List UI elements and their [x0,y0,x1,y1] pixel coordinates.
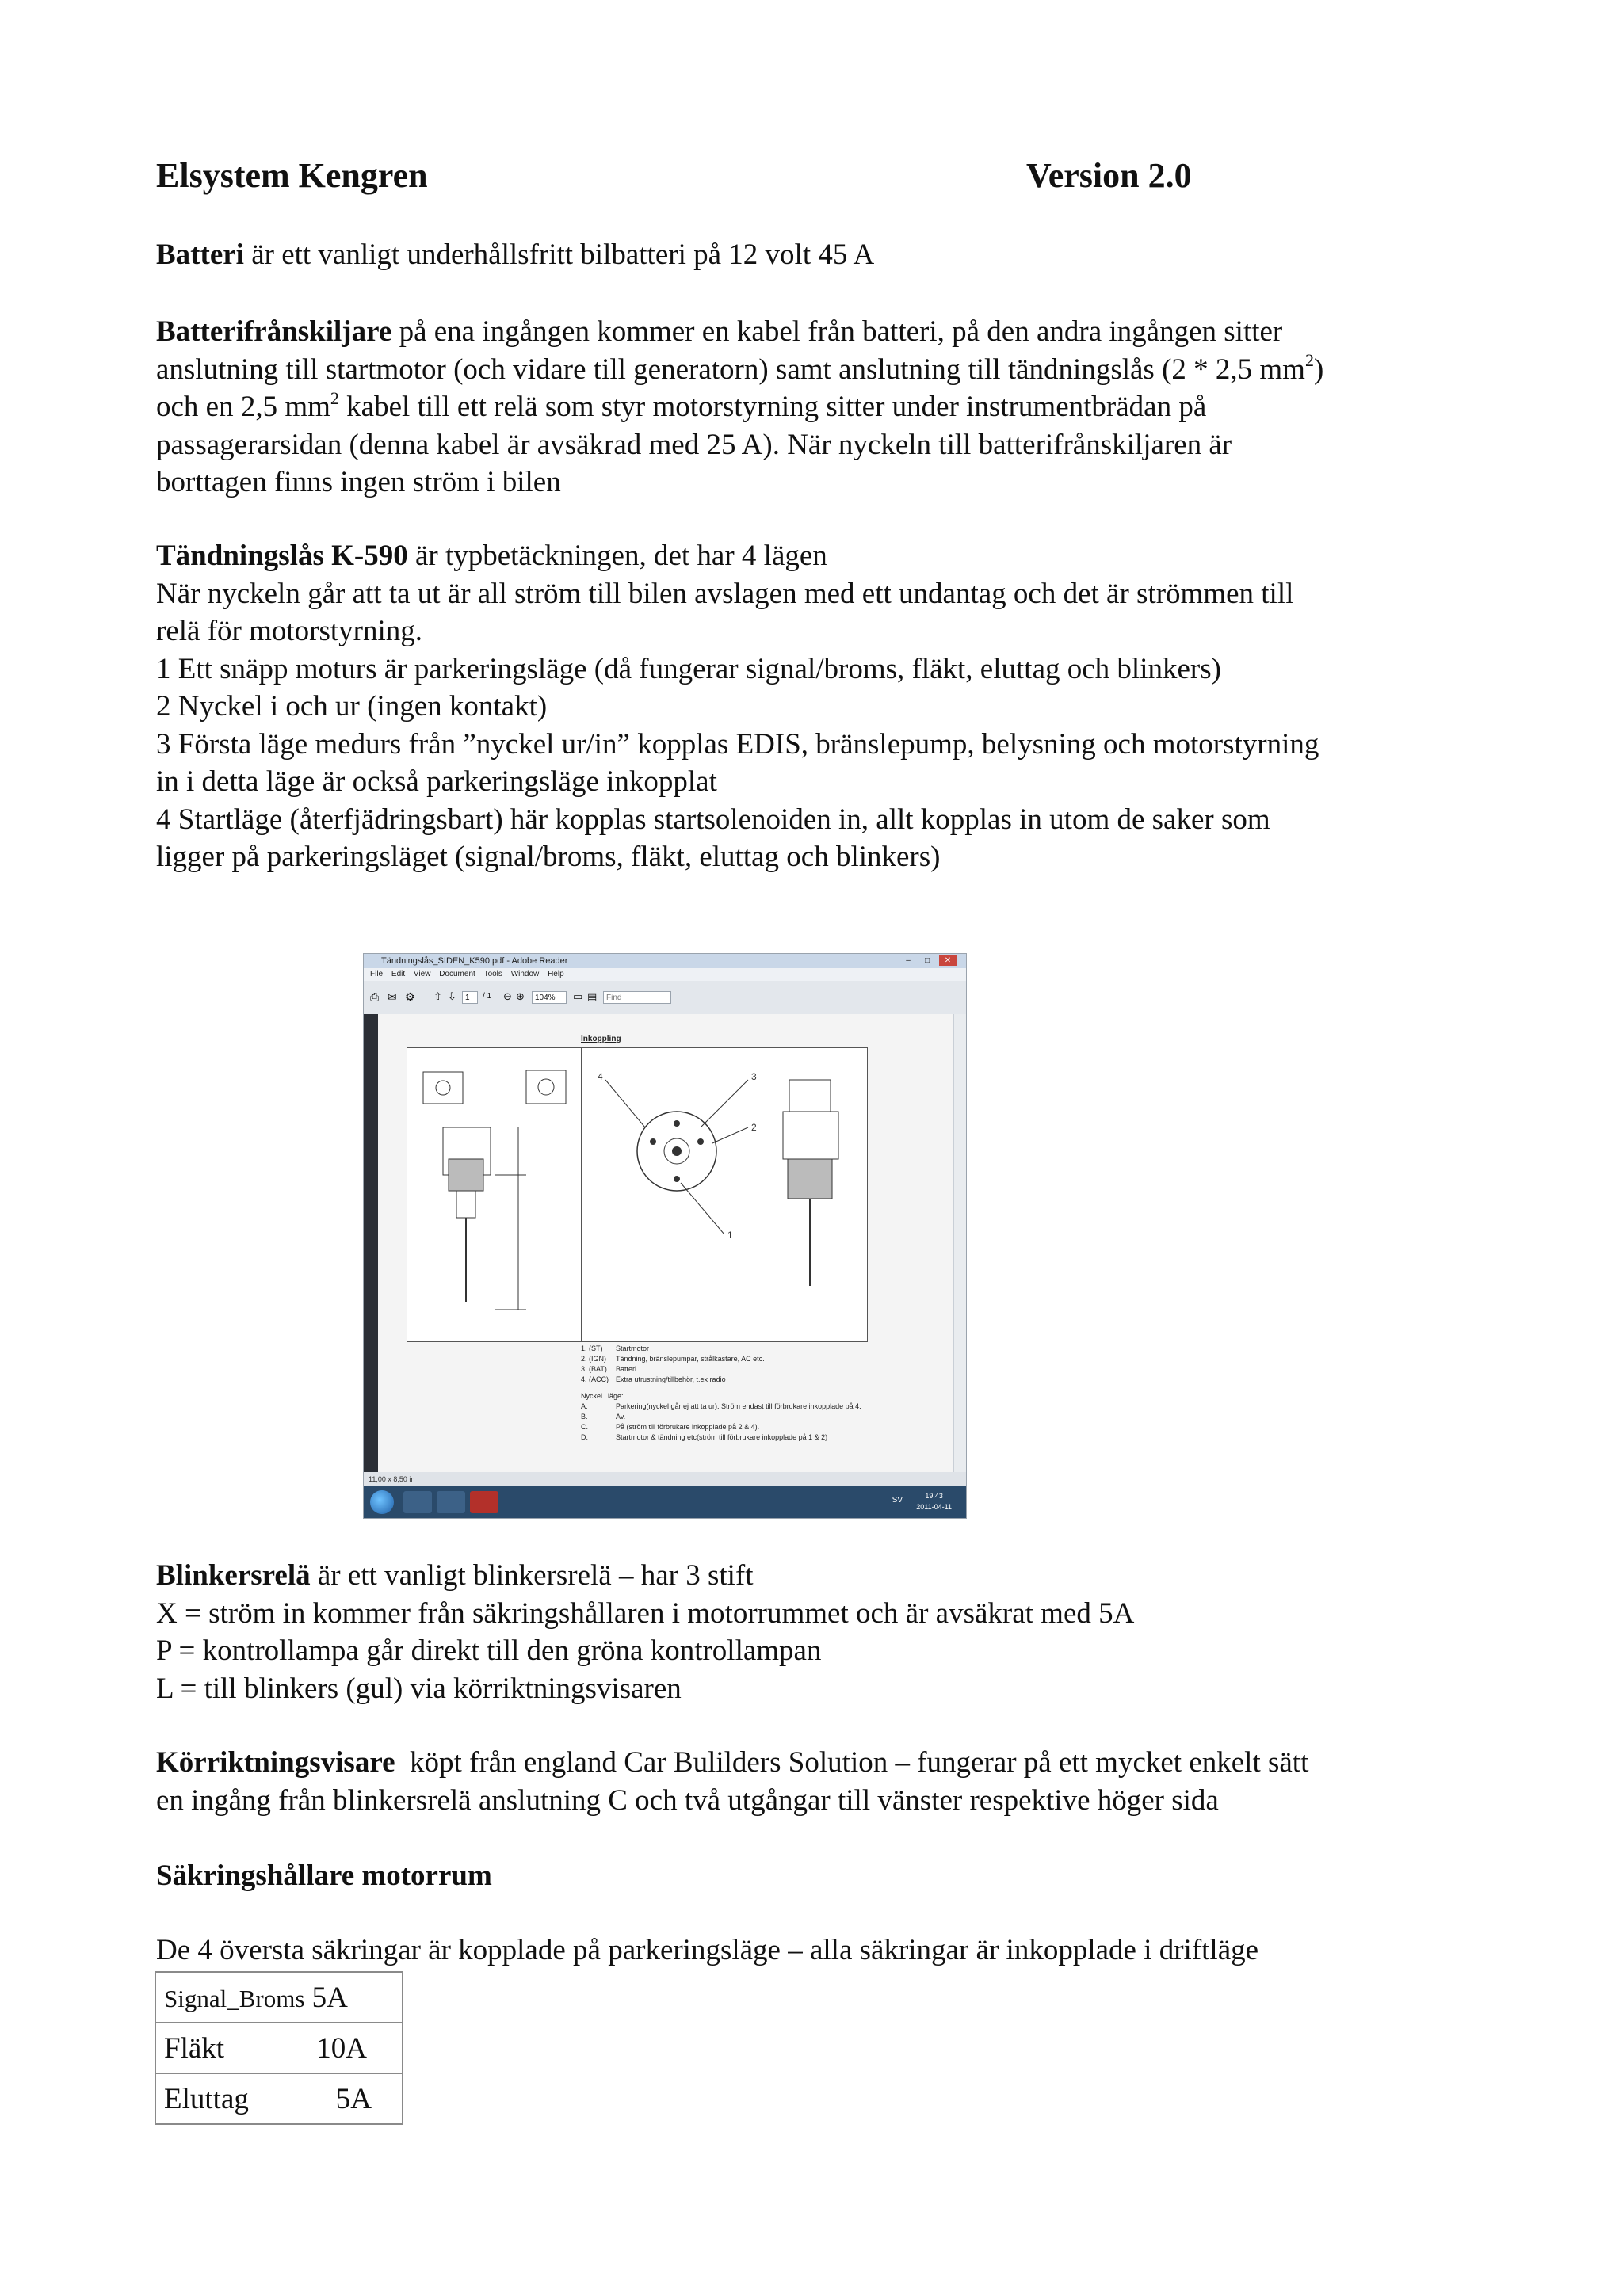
callout-3: 3 [751,1071,757,1082]
paragraph-direction-indicator [156,1744,1487,1819]
ignition-line: in i detta läge är också parkeringsläge inkopplat [156,765,717,798]
switch-line-3: och en 2,5 mm [156,391,330,423]
direction-heading: Körriktningsvisare [156,1746,395,1779]
callout-1: 1 [727,1230,733,1241]
blinker-line: P = kontrollampa går direkt till den gröna kontrollampan [156,1634,822,1667]
legend-value: Extra utrustning/tillbehör, t.ex radio [616,1375,726,1383]
clock-time: 19:43 [925,1492,943,1500]
legend-value: Batteri [616,1365,637,1373]
ignition-line: 3 Första läge medurs från ”nyckel ur/in” kopplas EDIS, bränslepump, belysning och motorstyrning [156,727,1319,761]
page-size-readout: 11,00 x 8,50 in [369,1475,415,1483]
find-field: Find [603,991,671,1004]
ignition-line: relä för motorstyrning. [156,615,422,647]
screenshot-titlebar [364,954,966,968]
direction-line-1: köpt från england Car Bulilders Solution – fungerar på ett mycket enkelt sätt [410,1746,1309,1779]
fuse-cell [155,1972,403,2023]
callout-2: 2 [751,1122,757,1133]
fuse-name: Signal_Broms [164,1984,305,2012]
key-position-label: D. [581,1433,588,1441]
key-title: Nyckel i läge: [581,1392,624,1400]
paragraph-ignition [156,537,1487,876]
ignition-line-1: är typbetäckningen, det har 4 lägen [414,540,827,572]
blinker-line: X = ström in kommer från säkringshållaren i motorrummet och är avsäkrat med 5A [156,1596,1135,1630]
menu-item: File [370,970,384,978]
fuse-holder-heading [156,1857,1487,1895]
fuse-amp: 10A [316,2031,367,2065]
callout-4: 4 [598,1071,603,1082]
paragraph-battery [156,236,1487,274]
blinker-heading: Blinkersrelä [156,1559,311,1592]
arrow-up-icon: ⇧ [433,990,442,1002]
blinker-line-1: är ett vanligt blinkersrelä – har 3 stift [317,1559,754,1592]
direction-line-2: en ingång från blinkersrelä anslutning C och två utgångar till vänster respektive höger sida [156,1783,1219,1817]
inkoppling-label: Inkoppling [581,1035,621,1043]
technical-drawing-side-view [407,1047,598,1342]
switch-line-1: på ena ingången kommer en kabel från batteri, på den andra ingången sitter [399,315,1283,348]
switch-line-4: passagerarsidan (denna kabel är avsäkrad med 25 A). När nyckeln till batterifrånskiljaren är [156,428,1232,461]
drawing-legend [581,1344,861,1443]
key-position-text: På (ström till förbrukare inkopplade på 2 & 4). [616,1423,760,1431]
table-row [155,1972,403,2023]
screenshot-statusbar [364,1472,966,1486]
paragraph-blinker-relay [156,1557,1487,1707]
paragraph-battery-switch [156,313,1487,502]
screenshot-toolbar [364,981,966,1015]
start-button-icon [370,1490,394,1514]
ignition-line: 2 Nyckel i och ur (ingen kontakt) [156,690,548,723]
switch-sup-2: 2 [330,387,339,408]
legend-key: 2. (IGN) [581,1355,607,1363]
fit-page-icon: ▭ [573,990,583,1002]
key-position-label: C. [581,1423,588,1431]
ignition-line: 1 Ett snäpp moturs är parkeringsläge (då fungerar signal/broms, fläkt, eluttag och blinkers) [156,652,1221,685]
zoom-field: 104% [532,991,567,1004]
switch-heading: Batterifrånskiljare [156,315,392,348]
ignition-heading: Tändningslås K-590 [156,540,408,572]
taskbar-pdf-icon [470,1491,498,1513]
zoom-in-icon: ⊕ [516,990,525,1002]
fuse-name: Eluttag [164,2082,249,2115]
switch-sup-1: 2 [1304,350,1314,371]
share-icon: ✉ [388,990,397,1003]
screenshot-scrollbar [953,1014,967,1489]
key-position-text: Startmotor & tändning etc(ström till förbrukare inkopplade på 1 & 2) [616,1433,828,1441]
menu-item: Window [510,970,540,978]
battery-heading: Batteri [156,238,244,271]
embedded-screenshot [363,953,967,1519]
legend-key: 1. (ST) [581,1344,603,1352]
print-icon: ⎙ [370,990,380,1003]
ignition-line: ligger på parkeringsläget (signal/broms, fläkt, eluttag och blinkers) [156,841,941,873]
switch-line-5: borttagen finns ingen ström i bilen [156,466,561,498]
ignition-line: När nyckeln går att ta ut är all ström till bilen avslagen med ett undantag och det är strömmen till [156,577,1294,610]
fuse-name: Fläkt [164,2031,225,2065]
menu-item: Tools [483,970,502,978]
battery-text: är ett vanligt underhållsfritt bilbatteri på 12 volt 45 A [251,238,875,271]
taskbar-media-icon [437,1491,465,1513]
blinker-line: L = till blinkers (gul) via körriktningsvisaren [156,1672,682,1705]
key-position-label: B. [581,1413,588,1421]
fuse-amp: 5A [311,1981,348,2014]
legend-key: 3. (BAT) [581,1365,607,1373]
fit-width-icon: ▤ [587,990,598,1002]
legend-value: Tändning, bränslepumpar, strålkastare, AC etc. [616,1355,765,1363]
screenshot-window-title: Tändningslås_SIDEN_K590.pdf - Adobe Reader [381,956,568,966]
tools-icon: ⚙ [405,990,415,1003]
minimize-icon: – [906,956,911,965]
fuse-cell [155,2073,403,2124]
maximize-icon: □ [924,956,930,965]
menu-item: Help [548,970,564,978]
table-row [155,2073,403,2124]
menu-item: View [413,970,431,978]
clock-date: 2011-04-11 [916,1503,952,1511]
screenshot-menubar [364,968,966,981]
switch-line-2-end: ) [1313,353,1324,386]
windows-taskbar [364,1486,966,1518]
screenshot-side-pane [364,1014,378,1489]
page-total: / 1 [483,992,492,1001]
key-position-label: A. [581,1402,588,1410]
close-icon: ✕ [939,955,957,966]
key-position-text: Parkering(nyckel går ej att ta ur). Ström endast till förbrukare inkopplade på 4. [616,1402,861,1410]
table-row [155,2023,403,2073]
language-indicator: SV [892,1496,903,1505]
switch-line-2: anslutning till startmotor (och vidare till generatorn) samt anslutning till tändningslås (2 * 2,5 mm [156,353,1305,386]
document-title: Elsystem Kengren [156,156,428,195]
ignition-line: 4 Startläge (återfjädringsbart) här kopplas startsolenoiden in, allt kopplas in utom de saker som [156,803,1270,836]
legend-value: Startmotor [616,1344,650,1352]
page-number-field: 1 [462,991,478,1004]
screenshot-document-area [378,1014,953,1489]
fuse-amp: 5A [335,2082,372,2115]
legend-key: 4. (ACC) [581,1375,609,1383]
technical-drawing-connection [581,1047,868,1342]
arrow-down-icon: ⇩ [448,990,456,1002]
taskbar-explorer-icon [403,1491,432,1513]
menu-item: Document [439,970,475,978]
key-position-text: Av. [616,1413,626,1421]
fuse-cell [155,2023,403,2073]
fuse-heading-text: Säkringshållare motorrum [156,1859,492,1892]
fuse-description: De 4 översta säkringar är kopplade på parkeringsläge – alla säkringar är inkopplade i driftläge [156,1934,1259,1966]
switch-line-3-end: kabel till ett relä som styr motorstyrning sitter under instrumentbrädan på [338,391,1207,423]
menu-item: Edit [391,970,406,978]
taskbar-clock [916,1490,952,1512]
zoom-out-icon: ⊖ [503,990,512,1002]
document-version: Version 2.0 [1026,156,1192,195]
fuse-table [155,1971,403,2125]
